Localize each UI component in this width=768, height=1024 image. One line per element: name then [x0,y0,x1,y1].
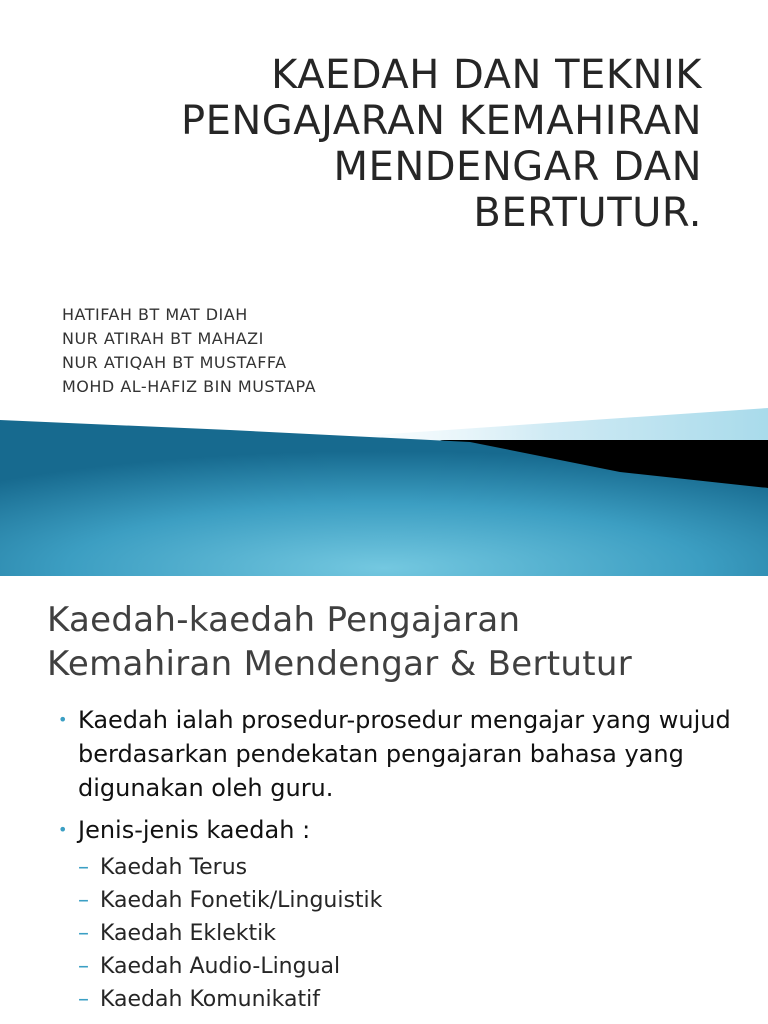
slide-title [62,52,702,236]
sub-item-text: Kaedah Audio-Lingual [100,954,341,979]
dash-icon: – [78,855,89,880]
sub-item-text: Kaedah Eklektik [100,921,276,946]
bullet-text: Jenis-jenis kaedah : [78,816,311,844]
title-line: MENDENGAR DAN [333,144,702,190]
sub-item [78,950,738,983]
sub-item [78,983,738,1016]
bullet-list [58,703,738,1016]
sub-item [78,884,738,917]
decorative-banner [0,380,768,576]
dash-icon: – [78,921,89,946]
bullet-item [58,813,738,1016]
sub-item [78,851,738,884]
title-line: Kemahiran Mendengar & Bertutur [47,644,632,684]
title-line: PENGAJARAN KEMAHIRAN [180,98,702,144]
author-name: MOHD AL-HAFIZ BIN MUSTAPA [62,377,317,396]
dash-icon: – [78,888,89,913]
sub-item-text: Kaedah Fonetik/Linguistik [100,888,383,913]
title-line: KAEDAH DAN TEKNIK [271,52,702,98]
sub-bullet-list [78,851,738,1016]
sub-item [78,917,738,950]
bullet-dot-icon: • [58,710,68,729]
title-line: BERTUTUR. [473,190,702,236]
sub-item-text: Kaedah Komunikatif [100,987,320,1012]
author-name: HATIFAH BT MAT DIAH [62,305,248,324]
bullet-item [58,703,738,805]
slide-title [47,598,632,686]
dash-icon: – [78,954,89,979]
bullet-dot-icon: • [58,820,68,839]
sub-item-text: Kaedah Terus [100,855,248,880]
title-line: Kaedah-kaedah Pengajaran [47,600,521,640]
author-name: NUR ATIQAH BT MUSTAFFA [62,353,287,372]
bullet-text: Kaedah ialah prosedur-prosedur mengajar yang wujud berdasarkan pendekatan pengajaran bahasa yang digunakan oleh guru. [78,706,731,802]
dash-icon: – [78,987,89,1012]
author-name: NUR ATIRAH BT MAHAZI [62,329,264,348]
